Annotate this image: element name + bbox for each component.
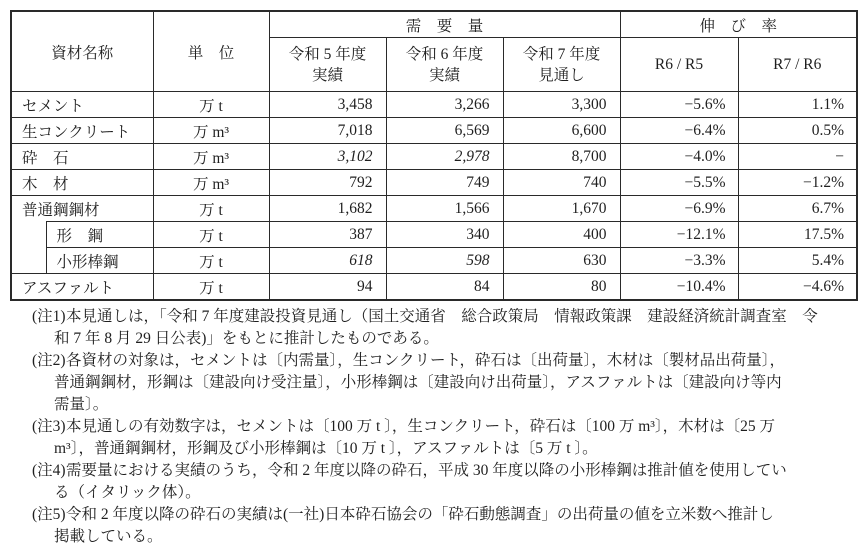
footnote-label: (注5): [32, 506, 66, 523]
cell-material: 普通鋼鋼材: [11, 196, 153, 222]
footnote-line: 和 7 年 8 月 29 日公表)」をもとに推計したものである。: [54, 330, 439, 347]
cell-growth-r6r5: −6.9%: [620, 196, 738, 222]
materials-demand-table: [10, 10, 858, 301]
cell-r6: 3,266: [386, 92, 503, 118]
footnote-3: [32, 416, 844, 460]
cell-r5-estimated: 3,102: [269, 144, 386, 170]
footnote-label: (注3): [32, 418, 66, 435]
cell-growth-r6r5: −10.4%: [620, 274, 738, 301]
cell-r7: 6,600: [503, 118, 620, 144]
cell-unit: 万 m³: [153, 144, 269, 170]
table-row-asphalt: [11, 274, 857, 301]
cell-r5-estimated: 618: [269, 248, 386, 274]
cell-indent-spacer: [11, 222, 46, 274]
cell-r7: 1,670: [503, 196, 620, 222]
table-row-ready-mixed-concrete: [11, 118, 857, 144]
cell-r5: 792: [269, 170, 386, 196]
header-r6-actual: [386, 38, 503, 92]
footnote-2: [32, 350, 844, 416]
footnote-line: 掲載している。: [54, 528, 163, 545]
footnote-line: 普通鋼鋼材，形鋼は〔建設向け受注量〕，小形棒鋼は〔建設向け出荷量〕，アスファルトは〔建設向け等内: [54, 374, 782, 391]
cell-material: 木 材: [11, 170, 153, 196]
header-r5-actual: [269, 38, 386, 92]
cell-r7: 8,700: [503, 144, 620, 170]
cell-r6-estimated: 2,978: [386, 144, 503, 170]
cell-growth-r6r5: −5.6%: [620, 92, 738, 118]
header-r5-line2: 実績: [312, 66, 344, 84]
footnotes: [32, 306, 844, 548]
cell-growth-r7r6: −: [738, 144, 857, 170]
header-unit: 単 位: [153, 11, 269, 92]
cell-unit: 万 t: [153, 92, 269, 118]
header-growth-group: 伸 び 率: [620, 11, 857, 38]
cell-r5: 94: [269, 274, 386, 301]
cell-growth-r6r5: −12.1%: [620, 222, 738, 248]
cell-unit: 万 t: [153, 248, 269, 274]
footnote-1: [32, 306, 844, 350]
cell-unit: 万 t: [153, 196, 269, 222]
footnote-label: (注4): [32, 462, 66, 479]
cell-growth-r6r5: −3.3%: [620, 248, 738, 274]
cell-material: アスファルト: [11, 274, 153, 301]
header-demand-group: 需 要 量: [269, 11, 620, 38]
footnote-4: [32, 460, 844, 504]
footnote-5: [32, 504, 844, 548]
cell-growth-r6r5: −6.4%: [620, 118, 738, 144]
cell-growth-r7r6: 5.4%: [738, 248, 857, 274]
cell-unit: 万 t: [153, 222, 269, 248]
cell-r5: 387: [269, 222, 386, 248]
table-row-cement: [11, 92, 857, 118]
cell-material: 砕 石: [11, 144, 153, 170]
header-growth-r7r6: R7 / R6: [738, 38, 857, 92]
table-row-ordinary-steel: [11, 196, 857, 222]
cell-r6-estimated: 598: [386, 248, 503, 274]
header-r5-line1: 令和 5 年度: [288, 45, 367, 63]
cell-growth-r7r6: 6.7%: [738, 196, 857, 222]
cell-r6: 6,569: [386, 118, 503, 144]
footnote-line: 本見通しは，「令和 7 年度建設投資見通し（国土交通省 総合政策局 情報政策課 建設経済統計調査室 令: [66, 308, 818, 325]
footnote-line: 需量〕。: [54, 396, 109, 413]
cell-material: 生コンクリート: [11, 118, 153, 144]
cell-growth-r7r6: 0.5%: [738, 118, 857, 144]
cell-r6: 340: [386, 222, 503, 248]
table-header-row-groups: [11, 11, 857, 38]
cell-r7: 80: [503, 274, 620, 301]
header-r7-outlook: [503, 38, 620, 92]
cell-r6: 1,566: [386, 196, 503, 222]
cell-growth-r7r6: 17.5%: [738, 222, 857, 248]
cell-growth-r7r6: −1.2%: [738, 170, 857, 196]
cell-growth-r6r5: −5.5%: [620, 170, 738, 196]
cell-r7: 630: [503, 248, 620, 274]
table-row-lumber: [11, 170, 857, 196]
table-row-crushed-stone: [11, 144, 857, 170]
footnote-line: 本見通しの有効数字は，セメントは〔100 万 t 〕，生コンクリート，砕石は〔100 万 m³〕，木材は〔25 万: [66, 418, 776, 435]
cell-growth-r6r5: −4.0%: [620, 144, 738, 170]
cell-unit: 万 m³: [153, 170, 269, 196]
footnote-line: 各資材の対象は，セメントは〔内需量〕，生コンクリート，砕石は〔出荷量〕，木材は〔製材品出荷量〕，: [66, 352, 786, 369]
cell-material-sub: 小形棒鋼: [46, 248, 153, 274]
cell-unit: 万 t: [153, 274, 269, 301]
table-row-shaped-steel: [11, 222, 857, 248]
cell-r7: 740: [503, 170, 620, 196]
cell-r6: 84: [386, 274, 503, 301]
header-r6-line2: 実績: [429, 66, 461, 84]
footnote-line: m³〕，普通鋼鋼材，形鋼及び小形棒鋼は〔10 万 t 〕，アスファルトは〔5 万 t 〕。: [54, 440, 598, 457]
header-r7-line1: 令和 7 年度: [522, 45, 601, 63]
cell-material-sub: 形 鋼: [46, 222, 153, 248]
cell-r5: 7,018: [269, 118, 386, 144]
header-growth-r6r5: R6 / R5: [620, 38, 738, 92]
header-r7-line2: 見通し: [538, 66, 585, 84]
footnote-line: 需要量における実績のうち，令和 2 年度以降の砕石，平成 30 年度以降の小形棒鋼は推計値を使用してい: [66, 462, 787, 479]
cell-material: セメント: [11, 92, 153, 118]
footnote-label: (注1): [32, 308, 66, 325]
cell-r7: 3,300: [503, 92, 620, 118]
cell-r6: 749: [386, 170, 503, 196]
footnote-label: (注2): [32, 352, 66, 369]
cell-growth-r7r6: −4.6%: [738, 274, 857, 301]
cell-r5: 1,682: [269, 196, 386, 222]
header-r6-line1: 令和 6 年度: [405, 45, 484, 63]
table-row-small-bar-steel: [11, 248, 857, 274]
header-material: 資材名称: [11, 11, 153, 92]
cell-r7: 400: [503, 222, 620, 248]
cell-unit: 万 m³: [153, 118, 269, 144]
footnote-line: る（イタリック体）。: [54, 484, 201, 501]
cell-r5: 3,458: [269, 92, 386, 118]
footnote-line: 令和 2 年度以降の砕石の実績は(一社)日本砕石協会の「砕石動態調査」の出荷量の値を立米数へ推計し: [66, 506, 774, 523]
cell-growth-r7r6: 1.1%: [738, 92, 857, 118]
